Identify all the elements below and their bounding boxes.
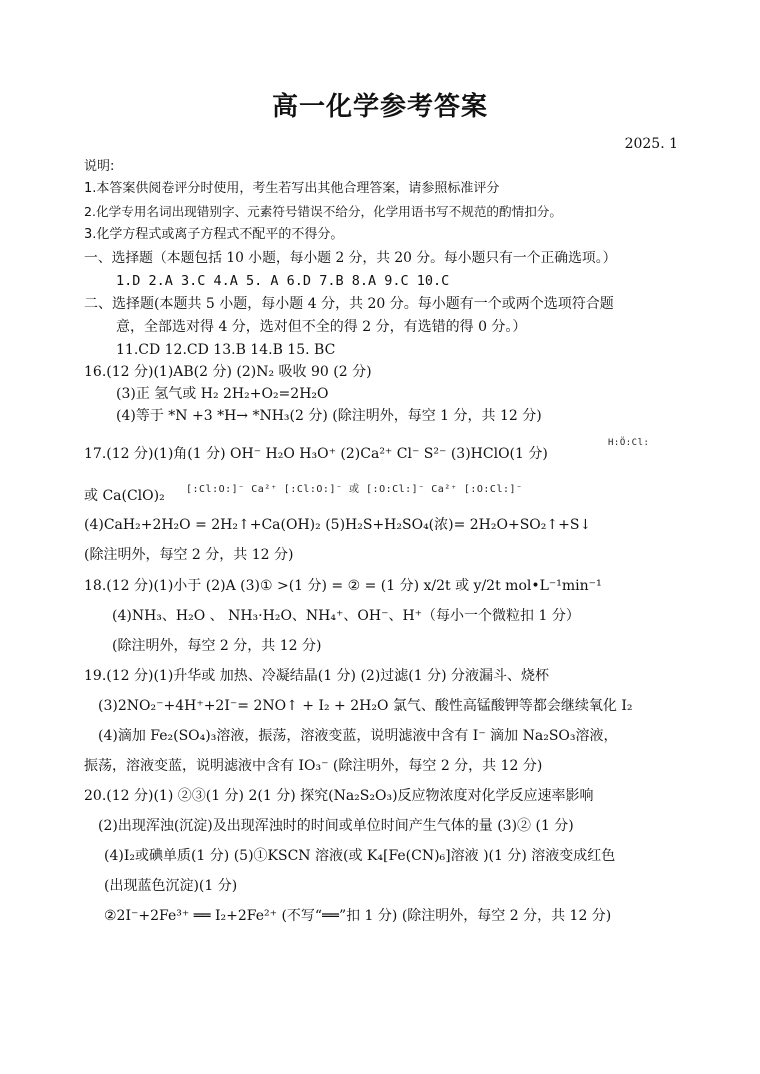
section-2-answers: 11.CD 12.CD 13.B 14.B 15. BC	[116, 342, 336, 358]
q19-line-1: 19.(12 分)(1)升华或 加热、冷凝结晶(1 分) (2)过滤(1 分) 分液漏斗、烧杯	[84, 668, 550, 684]
q16-line-1: 16.(12 分)(1)AB(2 分) (2)N₂ 吸收 90 (2 分)	[84, 364, 372, 380]
ca-clo2-lewis-structure: [:Cl:O:]⁻ Ca²⁺ [:Cl:O:]⁻ 或 [:O:Cl:]⁻ Ca²⁺ [:O:Cl:]⁻	[186, 484, 523, 495]
hclo-lewis-structure: H:Ö:Cl:	[608, 438, 650, 448]
q18-line-3: (除注明外，每空 2 分，共 12 分)	[112, 638, 322, 654]
q18-line-1: 18.(12 分)(1)小于 (2)A (3)① >(1 分) = ② = (1 分) x/2t 或 y/2t mol•L⁻¹min⁻¹	[84, 578, 602, 594]
page-title: 高一化学参考答案	[271, 92, 488, 122]
q18-line-2: (4)NH₃、H₂O 、 NH₃·H₂O、NH₄⁺、OH⁻、H⁺（每小一个微粒扣 1 分）	[112, 608, 580, 624]
section-2-heading: 二、选择题(本题共 5 小题，每小题 4 分，共 20 分。每小题有一个或两个选项符合题	[84, 296, 614, 312]
note-2: 2.化学专用名词出现错别字、元素符号错误不给分，化学用语书写不规范的酌情扣分。	[84, 204, 562, 219]
q17-line-2: 或 Ca(ClO)₂	[84, 488, 165, 504]
q19-line-4: 振荡，溶液变蓝，说明滤液中含有 IO₃⁻ (除注明外，每空 2 分，共 12 分)	[84, 758, 543, 774]
q19-line-3: (4)滴加 Fe₂(SO₄)₃溶液，振荡，溶液变蓝，说明滤液中含有 I⁻ 滴加 Na₂SO₃溶液，	[98, 728, 618, 744]
exam-date: 2025. 1	[624, 136, 678, 152]
q17-line-3: (4)CaH₂+2H₂O = 2H₂↑+Ca(OH)₂ (5)H₂S+H₂SO₄(浓)= 2H₂O+SO₂↑+S↓	[84, 517, 592, 533]
notes-heading: 说明:	[84, 159, 115, 174]
q20-line-2: (2)出现浑浊(沉淀)及出现浑浊时的时间或单位时间产生气体的量 (3)② (1 分)	[98, 818, 574, 834]
section-2-heading-cont: 意，全部选对得 4 分，选对但不全的得 2 分，有选错的得 0 分。）	[116, 319, 527, 335]
q19-line-2: (3)2NO₂⁻+4H⁺+2I⁻= 2NO↑ + I₂ + 2H₂O 氯气、酸性高锰酸钾等都会继续氧化 I₂	[98, 698, 633, 714]
q20-line-4: (出现蓝色沉淀)(1 分)	[104, 878, 238, 894]
note-1: 1.本答案供阅卷评分时使用，考生若写出其他合理答案，请参照标准评分	[84, 181, 500, 196]
section-1-answers: 1.D 2.A 3.C 4.A 5. A 6.D 7.B 8.A 9.C 10.C	[116, 273, 450, 289]
q20-line-1: 20.(12 分)(1) ②③(1 分) 2(1 分) 探究(Na₂S₂O₃)反应物浓度对化学反应速率影响	[84, 788, 594, 804]
q20-line-3: (4)I₂或碘单质(1 分) (5)①KSCN 溶液(或 K₄[Fe(CN)₆]溶液 )(1 分) 溶液变成红色	[104, 848, 616, 864]
note-3: 3.化学方程式或离子方程式不配平的不得分。	[84, 227, 344, 242]
q16-line-2: (3)正 氢气或 H₂ 2H₂+O₂=2H₂O	[116, 386, 329, 402]
q20-line-5: ②2I⁻+2Fe³⁺ ══ I₂+2Fe²⁺ (不写“══”扣 1 分) (除注明外，每空 2 分，共 12 分)	[104, 908, 612, 924]
q17-line-4: (除注明外，每空 2 分，共 12 分)	[84, 547, 294, 563]
section-1-heading: 一、选择题（本题包括 10 小题，每小题 2 分，共 20 分。每小题只有一个正确选项。）	[84, 250, 617, 266]
q16-line-3: (4)等于 *N +3 *H→ *NH₃(2 分) (除注明外，每空 1 分，共 12 分)	[116, 408, 542, 424]
q17-line-1: 17.(12 分)(1)角(1 分) OH⁻ H₂O H₃O⁺ (2)Ca²⁺ Cl⁻ S²⁻ (3)HClO(1 分)	[84, 446, 548, 462]
